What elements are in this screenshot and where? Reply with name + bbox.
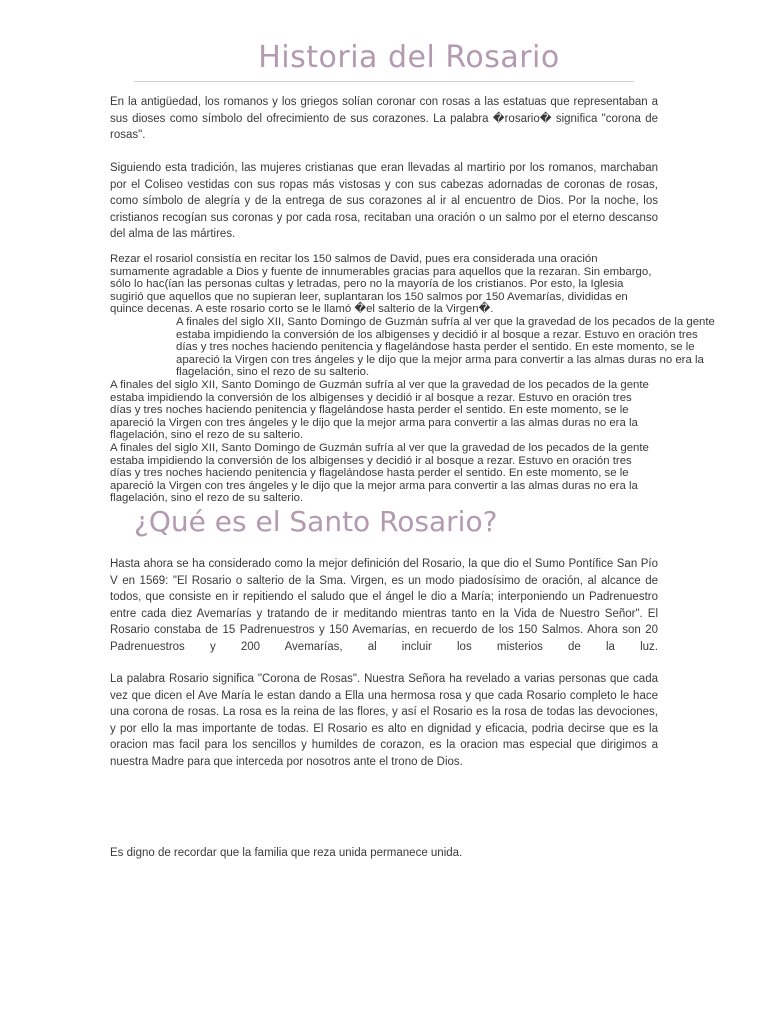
paragraph-familia: Es digno de recordar que la familia que reza unida permanece unida. (110, 847, 463, 859)
paragraph-tradicion: Siguiendo esta tradición, las mujeres cristianas que eran llevadas al martirio por los romanos, marchaban por el Coliseo vestidas con sus ropas más vistosas y con sus cabezas adornadas de coronas de rosas, como símbolo de alegría y de la entrega de sus corazones al ir al encuentro de Dios. Por la noche, los cristianos recogían sus coronas y por cada rosa, recitaban una oración o un salmo por el eterno descanso del alma de las mártires. (110, 162, 658, 240)
paragraph-santo-domingo-3: A finales del siglo XII, Santo Domingo de Guzmán sufría al ver que la gravedad de los pecados de la gente estaba impidiendo la conversión de los albigenses y decidió ir al bosque a rezar. Estuvo en oración tres días y tres noches haciendo penitencia y flagelándose hasta perder el sentido. En este momento, se le apareció la Virgen con tres ángeles y le dijo que la mejor arma para convertir a las almas duras no era la flagelación, sino el rezo de su salterio. (110, 442, 649, 505)
title-divider (134, 81, 634, 82)
paragraph-santo-domingo-2: A finales del siglo XII, Santo Domingo de Guzmán sufría al ver que la gravedad de los pecados de la gente estaba impidiendo la conversión de los albigenses y decidió ir al bosque a rezar. Estuvo en oración tres días y tres noches haciendo penitencia y flagelándose hasta perder el sentido. En este momento, se le apareció la Virgen con tres ángeles y le dijo que la mejor arma para convertir a las almas duras no era la flagelación, sino el rezo de su salterio. (110, 379, 649, 442)
page-title: Historia del Rosario (258, 40, 560, 75)
paragraph-antiguedad: En la antigüedad, los romanos y los griegos solían coronar con rosas a las estatuas que representaban a sus dioses como símbolo del ofrecimiento de sus corazones. La palabra �rosario� significa "corona de rosas". (110, 96, 658, 141)
paragraph-definicion: Hasta ahora se ha considerado como la mejor definición del Rosario, la que dio el Sumo Pontífice San Pío V en 1569: "El Rosario o salterio de la Sma. Virgen, es un modo piadosísimo de oración, al alcance de todos, que consiste en ir repitiendo el saludo que el ángel le dio a María; interponiendo un Padrenuestro entre cada diez Avemarías y tratando de ir meditando mientras tanto en la Vida de Nuestro Señor". El Rosario constaba de 15 Padrenuestros y 150 Avemarías, en recuerdo de los 150 Salmos. Ahora son 20 Padrenuestros y 200 Avemarías, al incluir los misterios de la luz. (110, 558, 658, 653)
paragraph-corona-de-rosas: La palabra Rosario significa "Corona de Rosas". Nuestra Señora ha revelado a varias personas que cada vez que dicen el Ave María le estan dando a Ella una hermosa rosa y que cada Rosario completo le hace una corona de rosas. La rosa es la reina de las flores, y así el Rosario es la rosa de todas las devociones, y por ello la mas importante de todas. El Rosario es alto en dignidad y eficacia, podria decirse que es la oracion mas facil para los sencillos y humildes de corazon, es la oracion mas especial que dirigimos a nuestra Madre para que interceda por nosotros ante el trono de Dios. (110, 673, 658, 768)
paragraph-salterio: Rezar el rosariol consistía en recitar los 150 salmos de David, pues era considerada una oración sumamente agradable a Dios y fuente de innumerables gracias para aquellos que la rezaran. Sin embargo, sólo lo hac(ían las personas cultas y letradas, pero no la mayoría de los cristianos. Por esto, la Iglesia sugirió que aquellos que no supieran leer, suplantaran los 150 salmos por 150 Avemarías, divididas en quince decenas. A este rosario corto se le llamó �el salterio de la Virgen�. (110, 253, 652, 316)
paragraph-santo-domingo-1: A finales del siglo XII, Santo Domingo de Guzmán sufría al ver que la gravedad de los pecados de la gente estaba impidiendo la conversión de los albigenses y decidió ir al bosque a rezar. Estuvo en oración tres días y tres noches haciendo penitencia y flagelándose hasta perder el sentido. En este momento, se le apareció la Virgen con tres ángeles y le dijo que la mejor arma para convertir a las almas duras no era la flagelación, sino el rezo de su salterio. (176, 316, 715, 379)
section-title-santo-rosario: ¿Qué es el Santo Rosario? (134, 505, 498, 538)
